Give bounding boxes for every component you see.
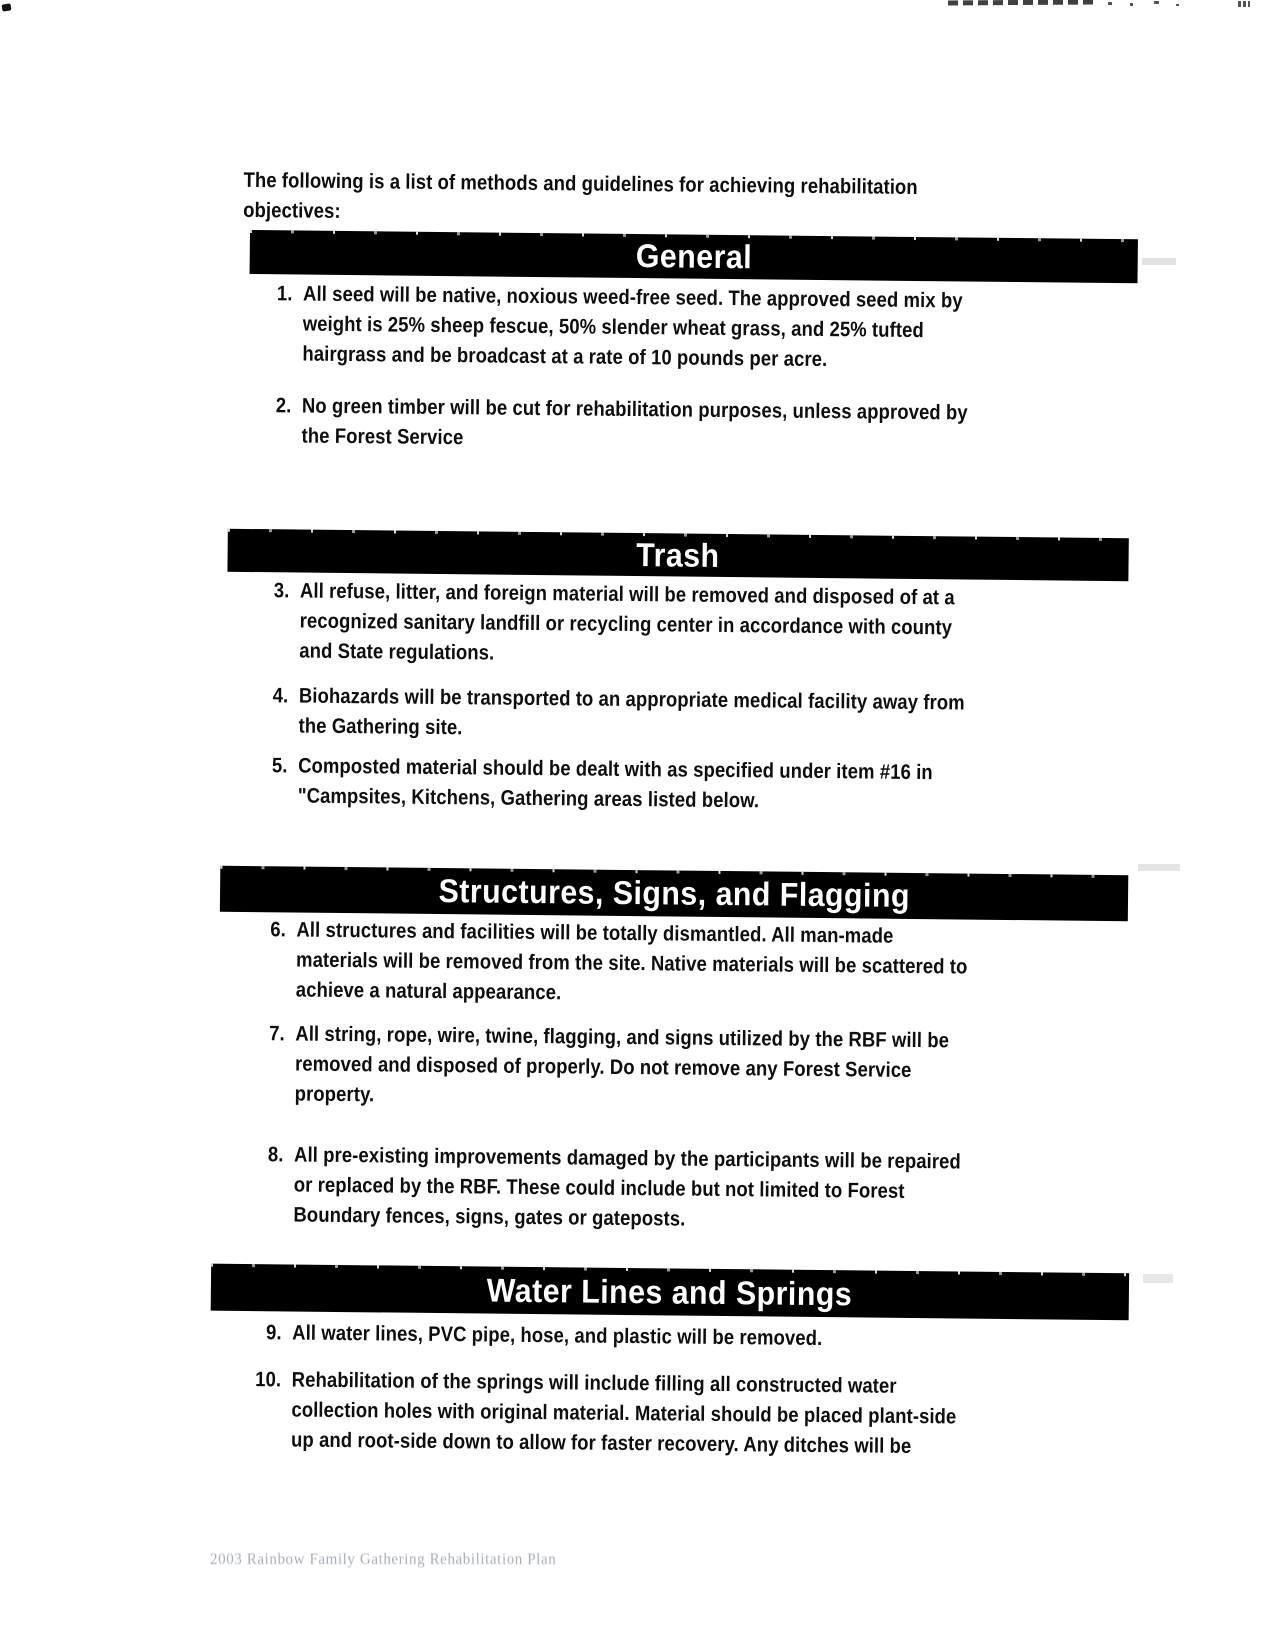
section-title: Water Lines and Springs <box>487 1271 853 1312</box>
section-header-structures-signs-flagging <box>220 866 1128 922</box>
section-title: Structures, Signs, and Flagging <box>438 872 910 914</box>
list-item-2 <box>256 391 1101 460</box>
item-number: 9. <box>265 1321 282 1345</box>
scan-smudge-artifact <box>1142 258 1176 265</box>
item-number: 5. <box>271 754 288 778</box>
section-header-general <box>250 230 1138 283</box>
intro-paragraph: The following is a list of methods and guidelines for achieving rehabilitation objectives: <box>243 168 918 223</box>
list-item-8 <box>248 1140 1094 1239</box>
item-number: 1. <box>276 282 293 306</box>
scan-dot-artifact <box>1238 1 1250 7</box>
list-item-3 <box>253 576 1099 675</box>
scan-dashed-line-artifact <box>948 0 1098 6</box>
list-item-1 <box>257 279 1103 378</box>
item-number: 8. <box>267 1143 284 1167</box>
list-item-10 <box>245 1365 1091 1464</box>
item-text: Biohazards will be transported to an appropriate medical facility away from the Gathering site. <box>298 684 965 740</box>
scan-dot-artifact <box>1176 4 1179 6</box>
scan-smudge-artifact <box>1143 1274 1173 1283</box>
item-number: 4. <box>272 684 289 708</box>
section-title: Trash <box>636 535 720 574</box>
item-number: 7. <box>269 1022 285 1046</box>
scan-smudge-artifact <box>1138 864 1180 871</box>
section-header-water-lines-springs <box>211 1264 1129 1321</box>
scan-dot-artifact <box>1154 1 1159 4</box>
item-number: 10. <box>255 1368 282 1392</box>
list-item-7 <box>249 1019 1095 1118</box>
item-text: Composted material should be dealt with as specified under item #16 in "Campsites, Kitchens, Gathering areas listed below. <box>297 754 933 813</box>
item-text: All seed will be native, noxious weed-free seed. The approved seed mix by weight is 25% sheep fescue, 50% slender wheat grass, and 25% tufted hairgrass and be broadcast at a rate of 10 pounds per acre. <box>302 282 963 372</box>
item-number: 2. <box>275 394 292 418</box>
section-header-trash <box>227 529 1128 581</box>
page-footer-text: 2003 Rainbow Family Gathering Rehabilitation Plan <box>210 1551 557 1568</box>
scan-dot-artifact <box>1108 2 1112 5</box>
item-number: 6. <box>270 918 286 942</box>
item-text: All water lines, PVC pipe, hose, and plastic will be removed. <box>292 1321 823 1351</box>
item-text: All pre-existing improvements damaged by the participants will be repaired or replaced by the RBF. These could include but not limited to Forest Boundary fences, signs, gates or gateposts. <box>293 1143 961 1231</box>
list-item-9 <box>246 1318 1091 1357</box>
scan-dot-artifact <box>1130 3 1133 6</box>
item-text: Rehabilitation of the springs will include filling all constructed water collection holes with original material. Material should be placed plant-side up and root-side down to allow for faster recovery. Any ditches will be <box>290 1368 957 1458</box>
item-text: All structures and facilities will be totally dismantled. All man-made materials will be removed from the site. Native materials will be scattered to achieve a natural appearance. <box>295 918 968 1005</box>
list-item-6 <box>250 915 1096 1014</box>
item-text: No green timber will be cut for rehabilitation purposes, unless approved by the Forest Service <box>301 394 968 450</box>
section-title: General <box>635 237 753 276</box>
list-item-5 <box>252 751 1097 820</box>
item-text: All string, rope, wire, twine, flagging, and signs utilized by the RBF will be removed and disposed of properly. Do not remove any Forest Service property. <box>294 1022 950 1107</box>
list-item-4 <box>253 681 1098 750</box>
item-number: 3. <box>273 579 290 603</box>
item-text: All refuse, litter, and foreign material will be removed and disposed of at a recognized sanitary landfill or recycling center in accordance with county and State regulations. <box>299 579 955 665</box>
